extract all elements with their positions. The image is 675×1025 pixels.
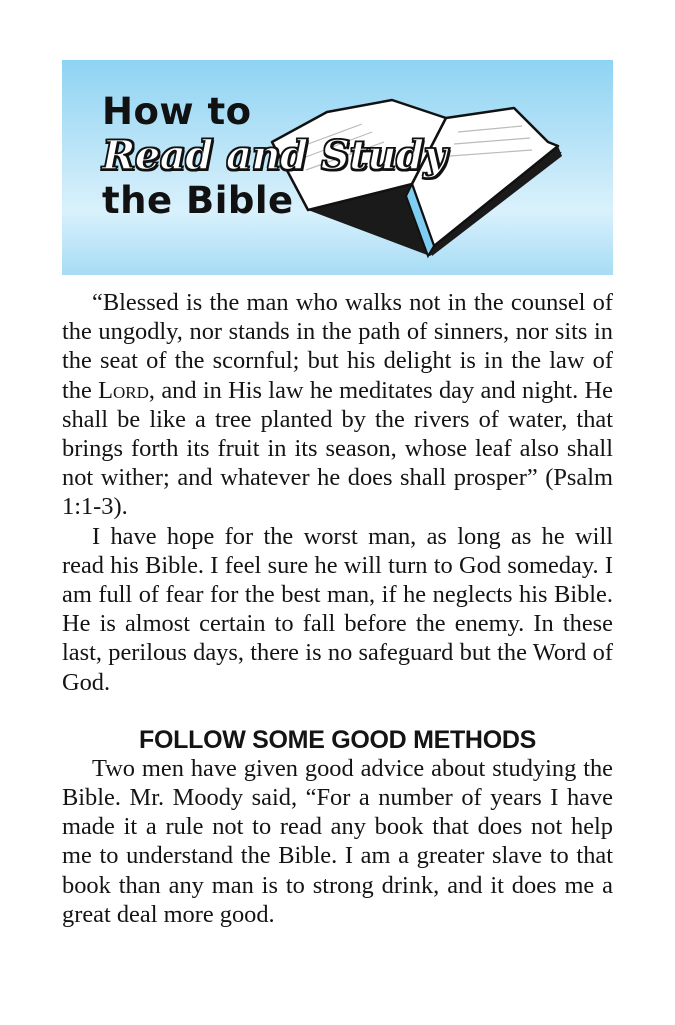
article-body — [62, 288, 613, 929]
banner-line-2: Read and Study — [102, 132, 447, 179]
banner-line-3: the Bible — [102, 179, 294, 222]
paragraph-1 — [62, 288, 613, 522]
paragraph-1-text-a: “Blessed is the man who walks not in the counsel of the ungodly, nor stands in the path of sinners, nor sits in the seat of the scornful; but his delight is in the law of the — [62, 289, 613, 404]
paragraph-2: I have hope for the worst man, as long as he will read his Bible. I feel sure he will turn to God someday. I am full of fear for the best man, if he neglects his Bible. He is almost certain to fall before the enemy. In these last, perilous days, there is no safeguard but the Word of God. — [62, 522, 613, 696]
banner-line-1: How to — [102, 90, 252, 133]
paragraph-3: Two men have given good advice about studying the Bible. Mr. Moody said, “For a number of years I have made it a rule not to read any book that does not help me to understand the Bible. I am a greater slave to that book than any man is to strong drink, and it does me a great deal more good. — [62, 754, 613, 928]
title-banner — [62, 60, 613, 275]
section-heading: FOLLOW SOME GOOD METHODS — [139, 725, 536, 754]
paragraph-1-text-b: , and in His law he meditates day and night. He shall be like a tree planted by the rivers of water, that brings forth its fruit in its season, whose leaf also shall not wither; and whatever he does shall prosper” (Psalm 1:1-3). — [62, 376, 613, 521]
lord-smallcaps: Lord — [98, 376, 149, 404]
